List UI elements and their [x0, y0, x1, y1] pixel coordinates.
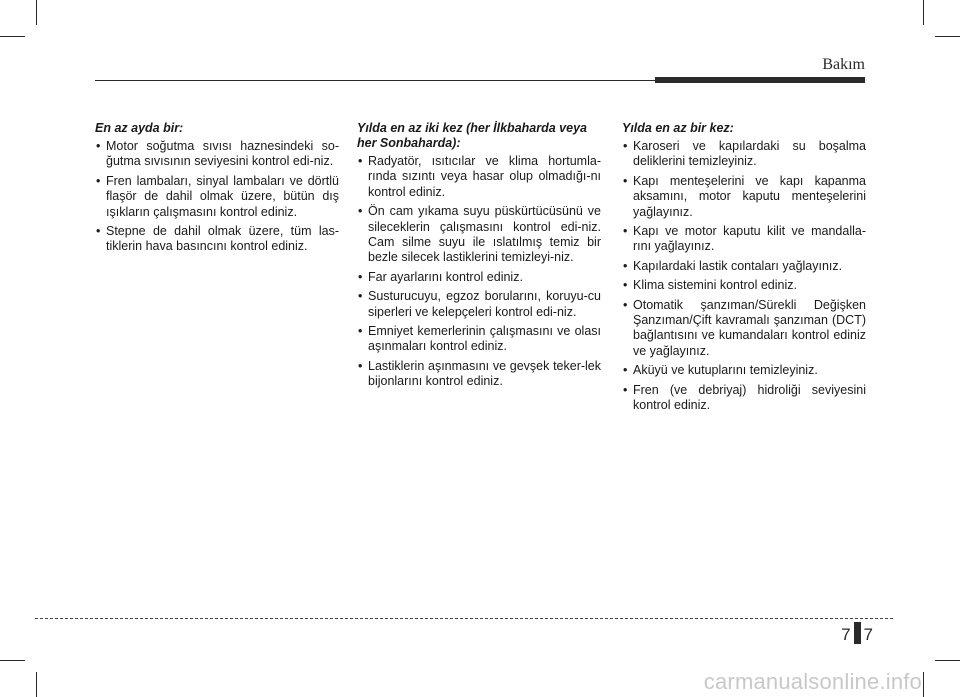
list-item: • Kapı menteşelerini ve kapı kapanma aksamını, motor kaputu menteşelerini yağlayınız. — [622, 174, 866, 220]
column-twice-yearly — [357, 121, 601, 394]
list-item: • Ön cam yıkama suyu püskürtücüsünü ve sileceklerin çalışmasını kontrol edi-niz. Cam silme suyu ile ıslatılmış temiz bir bezle silecek lastiklerini temizleyi-niz. — [357, 204, 601, 266]
section-title: Bakım — [822, 56, 865, 73]
column-heading: En az ayda bir: — [95, 121, 184, 135]
chapter-number: 7 — [841, 625, 851, 644]
crop-mark — [0, 36, 25, 37]
list-item: • Stepne de dahil olmak üzere, tüm las-tiklerin hava basıncını kontrol ediniz. — [95, 224, 339, 255]
crop-mark — [0, 660, 25, 661]
crop-mark — [923, 0, 924, 25]
header-rule — [95, 80, 655, 81]
watermark: carmanualsonline.info — [703, 669, 922, 694]
footer-rule — [35, 618, 893, 619]
crop-mark — [36, 0, 37, 25]
page-number-separator — [854, 622, 861, 644]
page-number-value: 7 — [863, 625, 873, 644]
crop-mark — [923, 672, 924, 697]
list-item: • Radyatör, ısıtıcılar ve klima hortumla-rında sızıntı veya hasar olup olmadığı-nı kontrol ediniz. — [357, 154, 601, 200]
list-item: • Motor soğutma sıvısı haznesindeki so-ğutma sıvısının seviyesini kontrol edi-niz. — [95, 139, 339, 170]
column-heading: Yılda en az iki kez (her İlkbaharda veya her Sonbaharda): — [357, 121, 587, 150]
list-item: • Fren (ve debriyaj) hidroliği seviyesini kontrol ediniz. — [622, 383, 866, 414]
list-item: • Klima sistemini kontrol ediniz. — [622, 278, 866, 293]
list-item: • Emniyet kemerlerinin çalışmasını ve olası aşınmaları kontrol ediniz. — [357, 324, 601, 355]
list-item: • Kapı ve motor kaputu kilit ve mandalla-rını yağlayınız. — [622, 224, 866, 255]
crop-mark — [935, 660, 960, 661]
list-item: • Otomatik şanzıman/Sürekli Değişken Şanzıman/Çift kavramalı şanzıman (DCT) bağlantısını ve kumandaları kontrol ediniz ve yağlayınız. — [622, 298, 866, 360]
list-item: • Lastiklerin aşınmasını ve gevşek teker-lek bijonlarını kontrol ediniz. — [357, 359, 601, 390]
list-item: • Kapılardaki lastik contaları yağlayınız. — [622, 259, 866, 274]
crop-mark — [36, 672, 37, 697]
crop-mark — [935, 36, 960, 37]
page-number — [838, 622, 876, 645]
list-item: • Aküyü ve kutuplarını temizleyiniz. — [622, 363, 866, 378]
list-item: • Karoseri ve kapılardaki su boşalma deliklerini temizleyiniz. — [622, 139, 866, 170]
column-yearly — [622, 121, 866, 418]
header-rule-accent — [655, 77, 865, 83]
list-item: • Susturucuyu, egzoz borularını, koruyu-cu siperleri ve kelepçeleri kontrol edi-niz. — [357, 289, 601, 320]
list-item: • Far ayarlarını kontrol ediniz. — [357, 270, 601, 285]
column-monthly — [95, 121, 339, 259]
column-heading: Yılda en az bir kez: — [622, 121, 734, 135]
list-item: • Fren lambaları, sinyal lambaları ve dörtlü flaşör de dahil olmak üzere, bütün dış ışıkların çalışmasını kontrol ediniz. — [95, 174, 339, 220]
